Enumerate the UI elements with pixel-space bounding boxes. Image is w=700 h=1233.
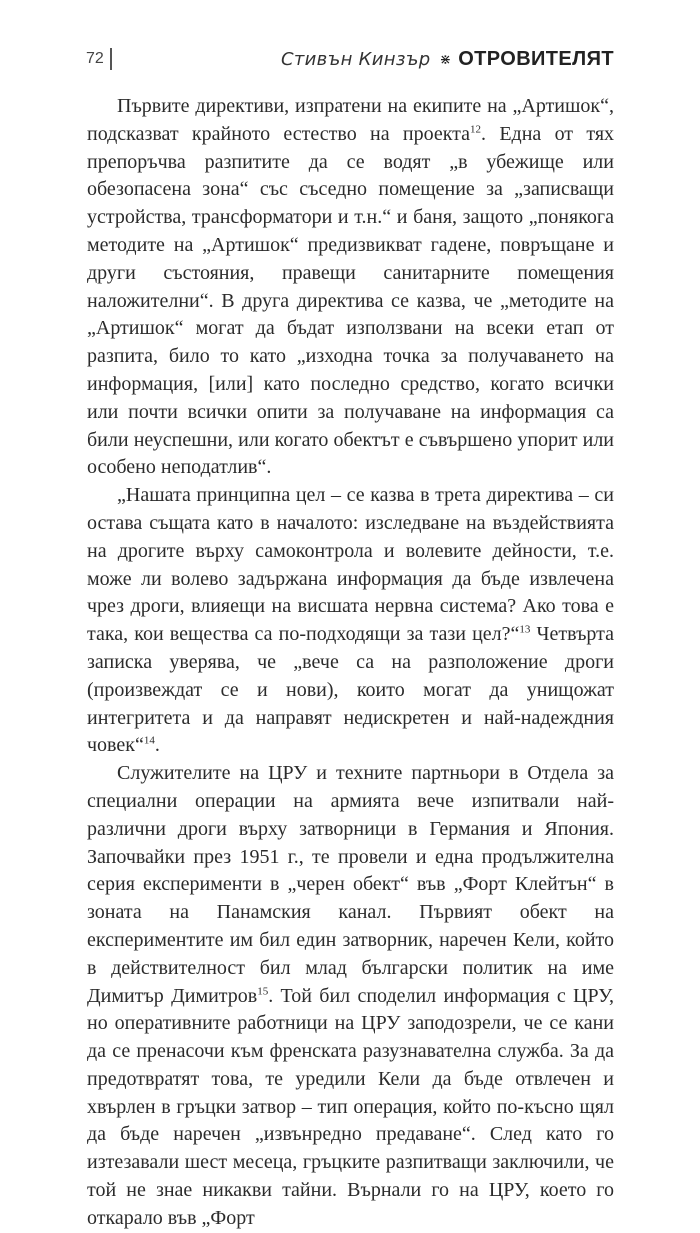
running-head — [281, 48, 614, 71]
page-number-divider — [110, 48, 112, 70]
running-header — [0, 44, 700, 74]
paragraph — [87, 482, 614, 760]
text-run: Четвърта записка уверява, че „вече са на разположение дроги (произвеждат се и нови), които могат да унищожат интегритета и да направят недискретен и най-надеждния човек“ — [87, 623, 615, 757]
body-text — [87, 93, 614, 1233]
text-run: „Нашата принципна цел – се казва в трета директива – си остава същата като в началото: изследване на въздействията на дрогите върху самоконтрола и волевите дейности, т.е. може ли волево задържана информация да бъде извлечена чрез дроги, влияещи на висшата нервна система? Ако това е така, кои вещества са по-подходящи за тази цел?“ — [87, 484, 614, 646]
footnote-ref: 12 — [470, 123, 482, 136]
footnote-ref: 14 — [143, 734, 155, 747]
text-run: . Той бил споделил информация с ЦРУ, но оперативните работници на ЦРУ заподозрели, че се кани да се пренасочи към френската разузнавателна служба. За да предотвратят това, те уредили Кели да бъде отвлечен и хвърлен в гръцки затвор – тип операция, който по-късно щял да бъде наречен „извънредно предаване“. След като го изтезавали шест месеца, гръцките разпитващи заключили, че той не знае никакви тайни. Върнали го на ЦРУ, което го откарало във „Форт — [87, 984, 615, 1229]
paragraph — [87, 760, 614, 1233]
text-run: . — [154, 734, 160, 757]
text-run: . Една от тях препоръчва разпитите да се водят „в убежище или обезопасена зона“ със съседно помещение за „записващи устройства, трансформатори и т.н.“ и баня, защото „понякога методите на „Артишок“ предизвикват гадене, повръщане и други състояния, правещи санитарните помещения наложителни“. В друга директива се казва, че „методите на „Артишок“ могат да бъдат използвани на всеки етап от разпита, било то като „изходна точка за получаването на информация, [или] като последно средство, когато всички или почти всички опити за получаване на информация са били неуспешни, или когато обектът е съвършено упорит или особено неподатлив“. — [87, 122, 615, 479]
footnote-ref: 15 — [257, 984, 269, 997]
book-title: ОТРОВИТЕЛЯТ — [458, 48, 614, 70]
paragraph — [87, 93, 614, 482]
footnote-ref: 13 — [519, 623, 531, 636]
text-run: Служителите на ЦРУ и техните партньори в Отдела за специални операции на армията вече изпитвали най-различни дроги върху затворници в Германия и Япония. Започвайки през 1951 г., те провели и една продължителна серия експерименти в „черен обект“ във „Форт Клейтън“ в зоната на Панамския канал. Първият обект на експериментите им бил един затворник, наречен Кели, който в действителност бил млад български политик на име Димитър Димитров — [87, 762, 614, 1007]
text-run: Първите директиви, изпратени на екипите на „Артишок“, подсказват крайното естество на проекта — [87, 95, 614, 145]
author-name: Стивън Кинзър — [281, 49, 431, 70]
page-number: 72 — [86, 50, 104, 67]
ornament-icon: ⋇ — [439, 51, 452, 68]
